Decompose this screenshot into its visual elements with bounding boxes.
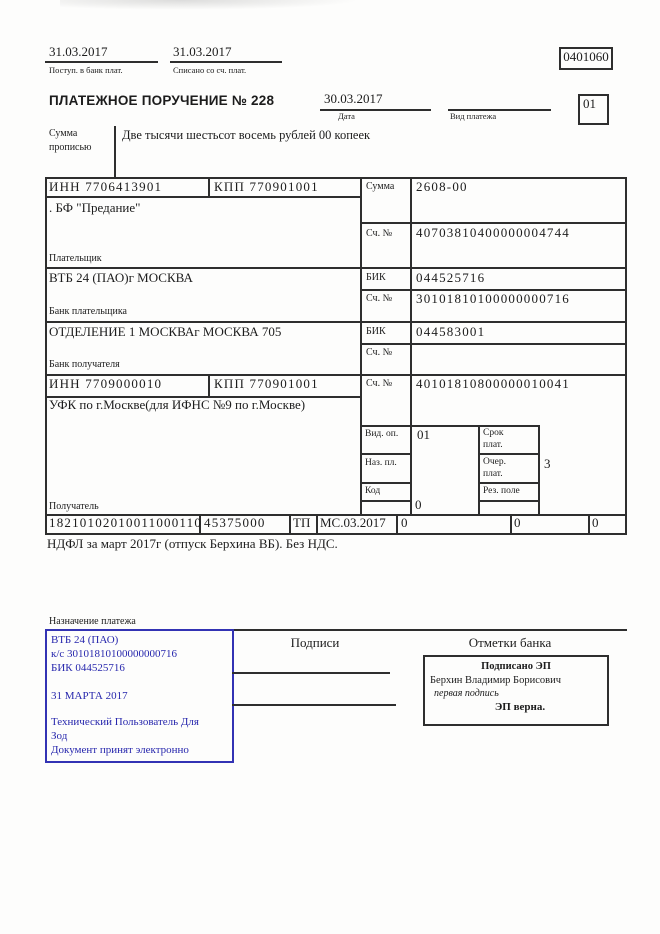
payee-bank-bik-label: БИК [366,326,386,337]
table-left-border [45,177,47,535]
amount-in-words: Две тысячи шестьсот восемь рублей 00 копеек [122,128,371,142]
table-line [360,425,540,427]
payee-bank-name: ОТДЕЛЕНИЕ 1 МОСКВАг МОСКВА 705 [49,324,282,339]
payee-inn: ИНН 7709000010 [49,376,163,391]
amount-words-divider [114,126,116,178]
signature-line-1 [232,672,390,674]
stamp-signed-title: Подписано ЭП [481,661,551,672]
scan-artifact [60,0,360,10]
stamp-accepted-note: Документ принят электронно [51,744,189,756]
code-value: 0 [415,497,422,512]
table-line [360,177,362,516]
amount-words-label-1: Сумма [49,128,78,139]
table-line [396,514,398,535]
table-line [360,482,412,484]
table-line [45,533,627,535]
received-date-underline [45,61,158,63]
payment-purpose-label: Назначение платежа [49,616,136,627]
payer-account: 40703810400000004744 [416,225,570,240]
table-line [538,425,540,516]
signature-verified-stamp [423,655,609,726]
table-right-border [625,177,627,535]
code-label: Код [365,486,381,496]
debited-date-label: Списано со сч. плат. [173,65,247,75]
payer-kpp: КПП 770901001 [214,179,319,194]
payee-bank-label: Банк получателя [49,359,120,370]
table-line [478,482,540,484]
debited-date-underline [170,61,282,63]
table-line [45,267,627,269]
document-date-label: Дата [338,111,355,121]
payee-bank-bik: 044583001 [416,324,486,339]
stamp-user-line-1: Технический Пользователь Для [51,716,199,728]
tax-doc-number: 0 [401,515,408,530]
due-date-label-2: плат. [483,440,503,450]
signature-line-2 [232,704,396,706]
table-line [478,425,480,516]
received-date-label: Поступ. в банк плат. [49,65,123,75]
table-line [478,500,540,502]
payee-label: Получатель [49,501,99,512]
table-line [45,321,627,323]
op-type-value: 01 [417,427,430,442]
order-value: 3 [544,456,551,471]
table-line [289,514,291,535]
signatures-heading: Подписи [290,635,340,650]
stamp-verified-text: ЭП верна. [494,701,546,713]
tax-payment-type: 0 [592,515,599,530]
table-line [588,514,590,535]
table-line [316,514,318,535]
purpose-code-label: Наз. пл. [365,458,397,468]
document-date-underline [320,109,431,111]
document-title: ПЛАТЕЖНОЕ ПОРУЧЕНИЕ № 228 [49,93,275,108]
stamp-signer-name: Берхин Владимир Борисович [430,675,561,686]
payment-type-label: Вид платежа [450,111,497,121]
received-date: 31.03.2017 [49,44,108,59]
payer-account-label: Сч. № [366,228,393,239]
oktmo-code: 45375000 [204,515,266,530]
payment-kind-box [578,94,609,125]
stamp-signature-kind: первая подпись [434,688,499,699]
tax-period: МС.03.2017 [320,515,386,530]
payment-purpose-text: НДФЛ за март 2017г (отпуск Берхина ВБ). Без НДС. [47,536,338,551]
tax-doc-date: 0 [514,515,521,530]
amount-label: Сумма [366,181,395,192]
stamp-bank-name: ВТБ 24 (ПАО) [51,634,119,646]
stamp-corr-account: к/с 30101810100000000716 [51,648,178,660]
kbk-code: 18210102010011000110 [49,515,203,530]
table-line [208,374,210,398]
table-line [360,453,412,455]
payer-label: Плательщик [49,253,102,264]
payee-kpp: КПП 770901001 [214,376,319,391]
table-line [360,343,627,345]
stamp-bik: БИК 044525716 [51,662,125,674]
payer-bank-account-label: Сч. № [366,293,393,304]
stamp-user-line-2: Зод [51,730,68,742]
table-line [410,177,412,516]
table-line [360,500,412,502]
payee-name: УФК по г.Москве(для ИФНС №9 по г.Москве) [49,397,306,412]
payment-kind-value: 01 [583,96,596,111]
bank-marks-heading: Отметки банка [468,635,552,650]
payment-basis: ТП [293,515,311,530]
order-label-2: плат. [483,469,503,479]
amount-words-label-2: прописью [49,142,92,153]
form-code-box [559,47,613,70]
payer-bank-account: 30101810100000000716 [416,291,570,306]
amount-value: 2608-00 [416,179,468,194]
payer-bank-bik: 044525716 [416,270,486,285]
payee-account: 40101810800000010041 [416,376,570,391]
order-label-1: Очер. [483,457,506,467]
payer-inn: ИНН 7706413901 [49,179,163,194]
payer-name: . БФ "Предание" [49,200,141,215]
debited-date: 31.03.2017 [173,44,232,59]
table-line [478,453,540,455]
table-line [510,514,512,535]
table-line [360,222,627,224]
payee-bank-account-label: Сч. № [366,347,393,358]
document-date: 30.03.2017 [324,91,383,106]
payer-bank-name: ВТБ 24 (ПАО)г МОСКВА [49,270,193,285]
payer-bank-bik-label: БИК [366,272,386,283]
op-type-label: Вид. оп. [365,429,399,439]
table-line [208,177,210,198]
table-line [45,196,360,198]
payee-account-label: Сч. № [366,378,393,389]
stamp-date: 31 МАРТА 2017 [51,690,128,702]
form-code: 0401060 [563,49,609,64]
due-date-label-1: Срок [483,428,504,438]
res-field-label: Рез. поле [483,486,520,496]
payer-bank-label: Банк плательщика [49,306,127,317]
